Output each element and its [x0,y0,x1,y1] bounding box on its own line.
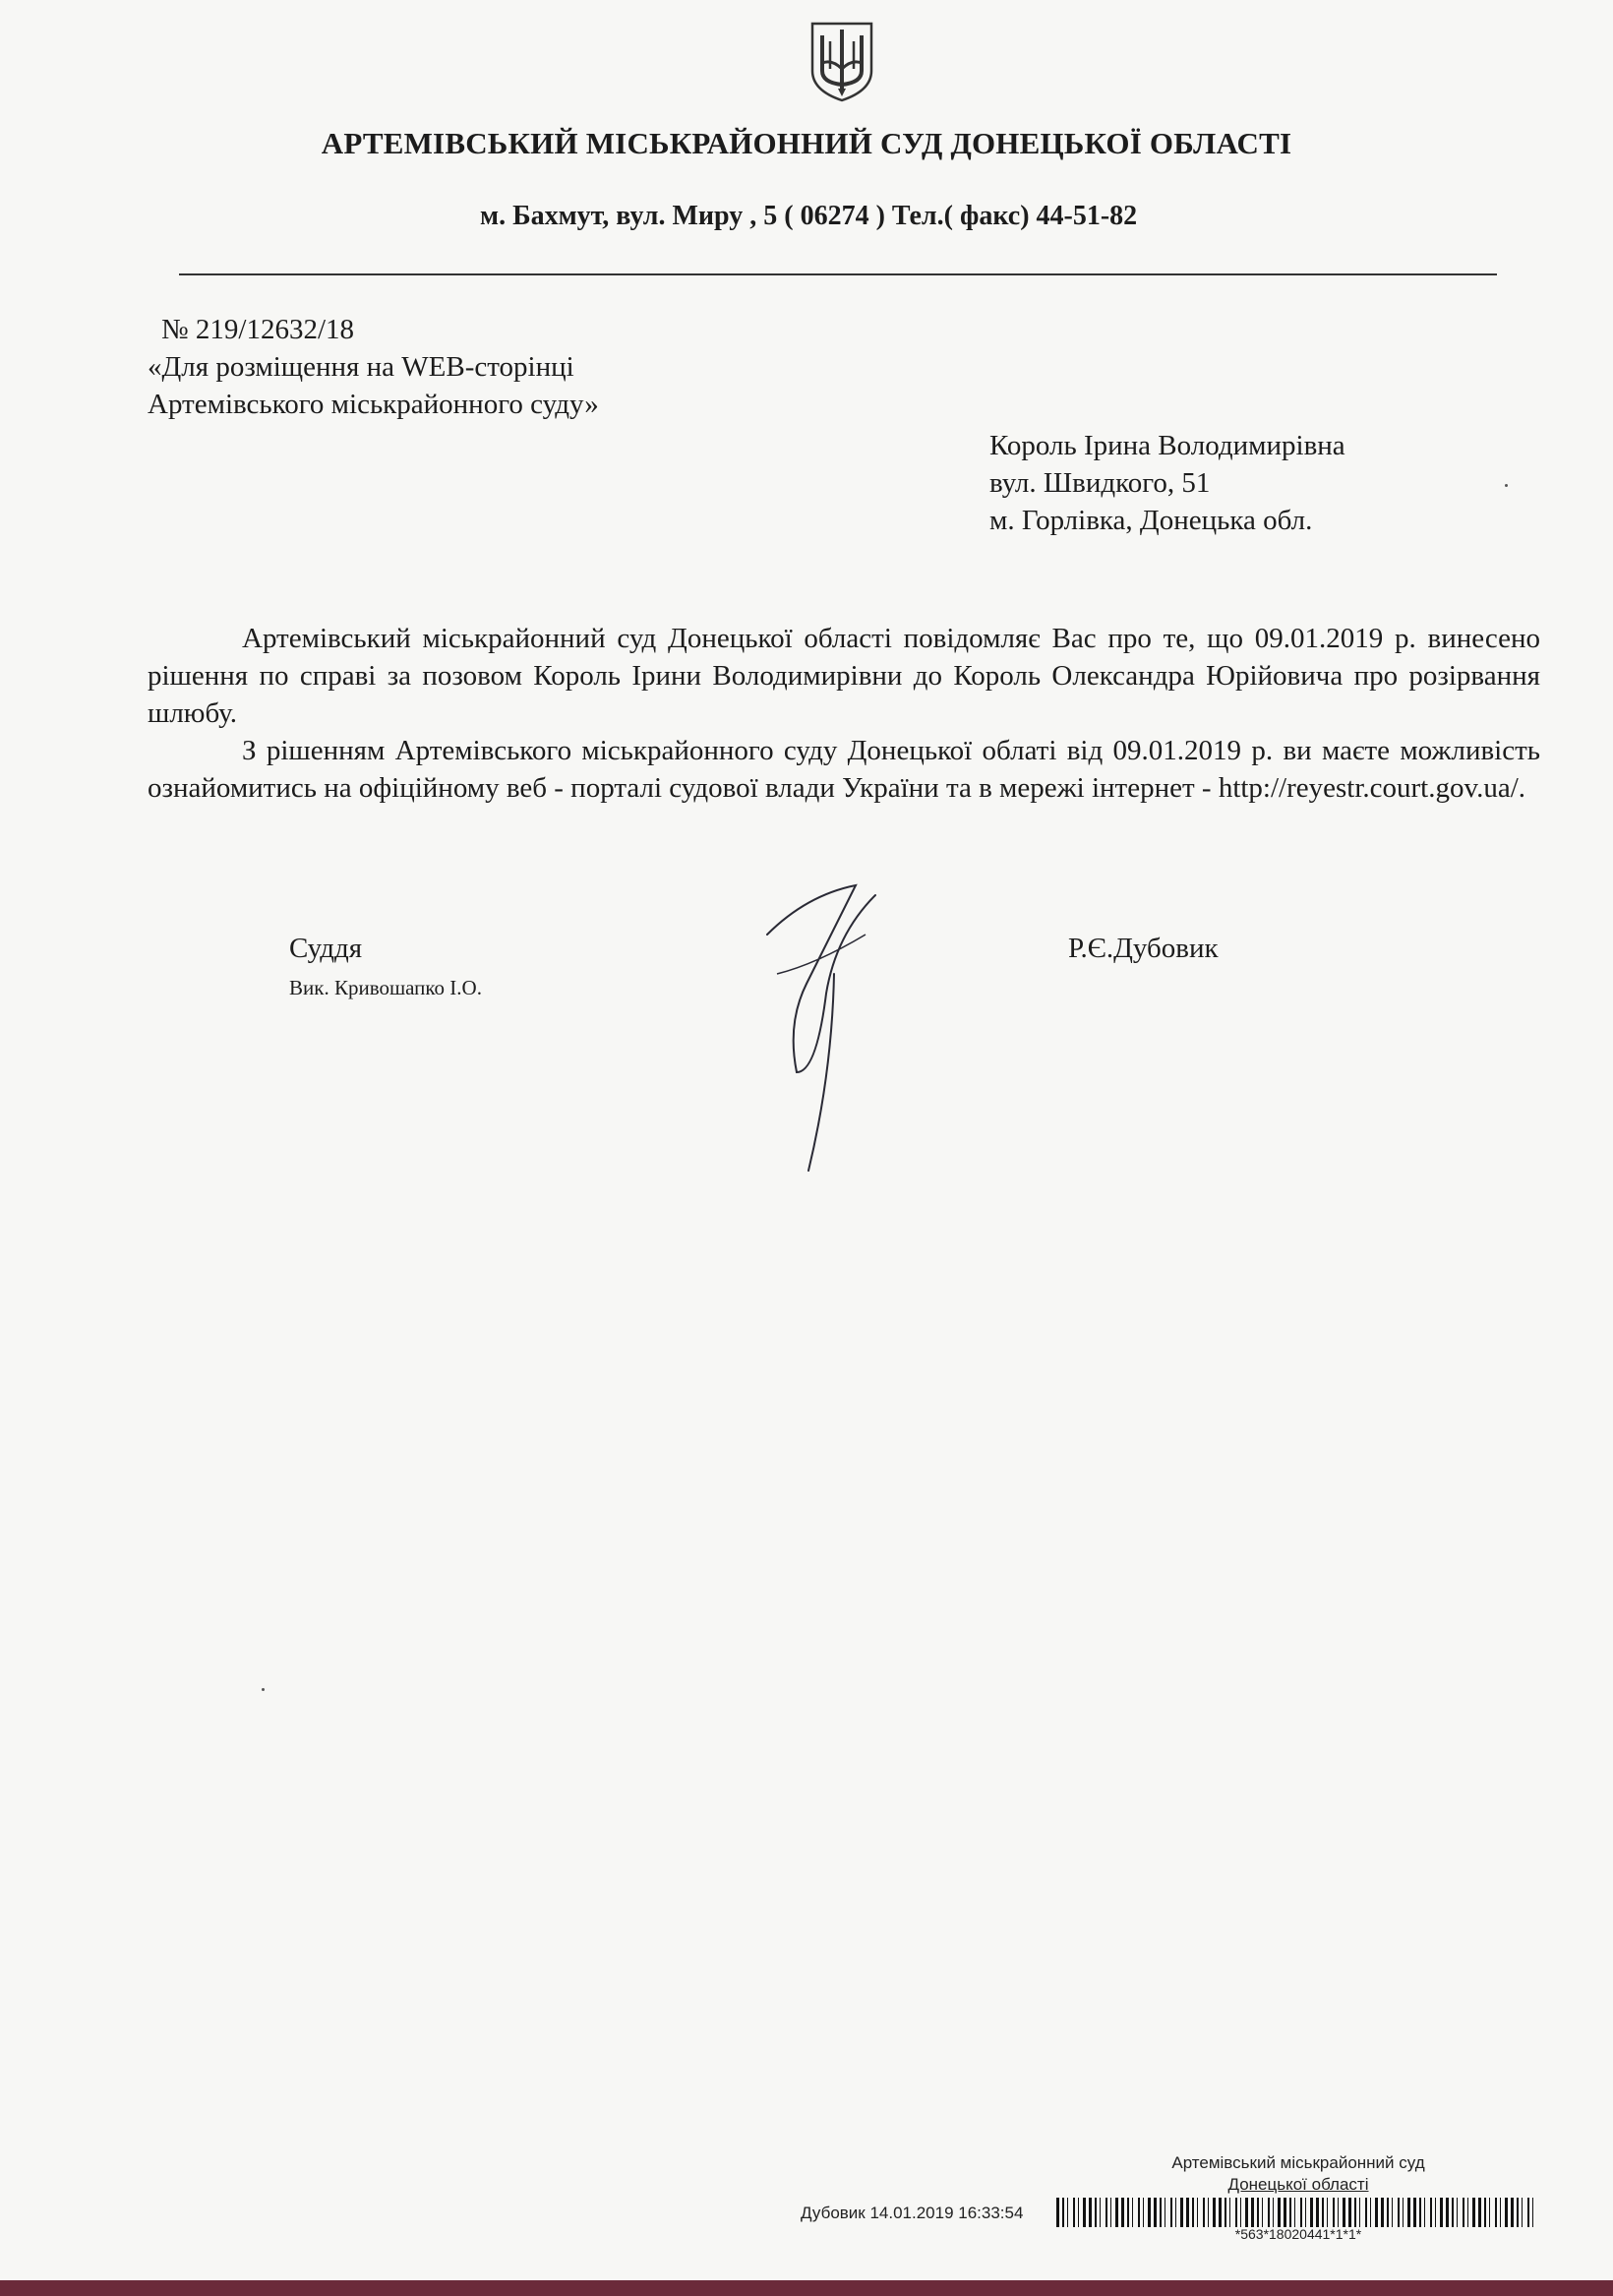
case-number: № 219/12632/18 [161,314,355,345]
barcode-bar [1440,2198,1443,2227]
judge-name: Р.Є.Дубовик [1068,933,1219,964]
barcode-bar [1348,2198,1351,2227]
barcode-bar [1294,2198,1295,2227]
scan-bottom-edge [0,2280,1613,2296]
barcode-bar [1073,2198,1075,2227]
barcode-bar [1132,2198,1133,2227]
handwritten-signature [747,876,895,1180]
barcode-bar [1322,2198,1324,2227]
registration-stamp-court [1082,2152,1515,2196]
barcode-bar [1398,2198,1400,2227]
barcode-bar [1127,2198,1129,2227]
barcode-bar [1284,2198,1286,2227]
barcode-bar [1229,2198,1230,2227]
scan-speck [262,1688,265,1691]
barcode-bar [1343,2198,1345,2227]
barcode-bar [1110,2198,1111,2227]
barcode-bar [1532,2198,1533,2227]
barcode-bar [1381,2198,1384,2227]
barcode-bar [1262,2198,1263,2227]
barcode-bar [1245,2198,1248,2227]
barcode-bar [1257,2198,1259,2227]
barcode-bar [1186,2198,1189,2227]
recipient-address [989,427,1345,539]
barcode-bar [1484,2198,1486,2227]
barcode-bar [1148,2198,1151,2227]
barcode-bar [1062,2198,1064,2227]
barcode-bar [1208,2198,1209,2227]
publication-note-line1: «Для розміщення на WEB-сторінці [148,351,574,383]
barcode-bar [1489,2198,1490,2227]
barcode-bar [1430,2198,1432,2227]
barcode-bar [1305,2198,1306,2227]
barcode-bar [1522,2198,1523,2227]
barcode-bar [1359,2198,1360,2227]
trident-coat-of-arms-icon [808,20,875,102]
barcode-bar [1505,2198,1508,2227]
letter-body [148,620,1540,807]
barcode-bar [1089,2198,1092,2227]
publication-note-line2: Артемівського міськрайонного суду» [148,389,599,420]
barcode-bar [1192,2198,1194,2227]
barcode-bar [1424,2198,1425,2227]
barcode-bar [1121,2198,1124,2227]
barcode-bar [1365,2198,1367,2227]
barcode-bar [1203,2198,1205,2227]
barcode-bar [1500,2198,1501,2227]
barcode-bar [1240,2198,1241,2227]
barcode-bar [1235,2198,1237,2227]
court-address: м. Бахмут, вул. Миру , 5 ( 06274 ) Тел.( факс) 44-51-82 [480,201,1138,231]
court-name-heading: АРТЕМІВСЬКИЙ МІСЬКРАЙОННИЙ СУД ДОНЕЦЬКОЇ ОБЛАСТІ [321,126,1292,160]
registration-barcode [1056,2198,1534,2227]
barcode-bar [1105,2198,1107,2227]
barcode-bar [1083,2198,1086,2227]
barcode-bar [1268,2198,1270,2227]
recipient-name: Король Ірина Володимирівна [989,430,1345,461]
recipient-street: вул. Швидкого, 51 [989,467,1211,499]
barcode-bar [1472,2198,1475,2227]
stamp-court-line2: Донецької області [1227,2175,1369,2194]
barcode-bar [1160,2198,1162,2227]
barcode-bar [1457,2198,1458,2227]
barcode-bar [1333,2198,1335,2227]
barcode-bar [1138,2198,1140,2227]
barcode-bar [1392,2198,1393,2227]
barcode-bar [1197,2198,1198,2227]
stamp-author-datetime: Дубовик 14.01.2019 16:33:54 [801,2204,1024,2222]
recipient-city: м. Горлівка, Донецька обл. [989,505,1313,536]
barcode-bar [1154,2198,1157,2227]
barcode-bar [1078,2198,1079,2227]
barcode-bar [1095,2198,1097,2227]
barcode-bar [1463,2198,1464,2227]
barcode-bar [1180,2198,1183,2227]
judge-role-label: Суддя [289,933,363,964]
barcode-bar [1213,2198,1216,2227]
barcode-bar [1225,2198,1226,2227]
barcode-bar [1327,2198,1328,2227]
barcode-bar [1316,2198,1319,2227]
barcode-bar [1175,2198,1176,2227]
barcode-bar [1478,2198,1481,2227]
barcode-bar [1251,2198,1254,2227]
barcode-bar [1517,2198,1519,2227]
scan-speck [1505,484,1508,487]
barcode-bar [1143,2198,1144,2227]
barcode-bar [1219,2198,1222,2227]
barcode-bar [1310,2198,1313,2227]
barcode-bar [1300,2198,1302,2227]
barcode-bar [1527,2198,1529,2227]
barcode-bar [1289,2198,1291,2227]
barcode-bar [1100,2198,1101,2227]
header-divider [179,273,1497,275]
reference-block [148,311,599,423]
barcode-bar [1495,2198,1497,2227]
body-paragraph-1: Артемівський міськрайонний суд Донецької області повідомляє Вас про те, що 09.01.2019 р. винесено рішення по справі за позовом Король Ірини Володимирівни до Король Олександра Юрійовича про розірвання шлюбу. [148,623,1540,729]
barcode-bar [1067,2198,1068,2227]
barcode-bar [1403,2198,1404,2227]
barcode-code-text: *563*18020441*1*1* [1234,2227,1362,2239]
barcode-bar [1452,2198,1454,2227]
barcode-bar [1056,2198,1059,2227]
barcode-bar [1387,2198,1389,2227]
stamp-court-line1: Артемівський міськрайонний суд [1171,2153,1425,2172]
barcode-bar [1467,2198,1468,2227]
barcode-bar [1354,2198,1356,2227]
body-paragraph-2: З рішенням Артемівського міськрайонного суду Донецької облаті від 09.01.2019 р. ви маєте можливість ознайомитись на офіційному веб - порталі судової влади України та в мережі інтернет - http://reyestr.court.gov.ua/. [148,735,1540,804]
barcode-bar [1278,2198,1281,2227]
barcode-bar [1511,2198,1514,2227]
barcode-bar [1407,2198,1410,2227]
barcode-bar [1419,2198,1421,2227]
barcode-bar [1338,2198,1339,2227]
barcode-bar [1273,2198,1274,2227]
barcode-bar [1446,2198,1449,2227]
barcode-bar [1375,2198,1378,2227]
barcode-bar [1115,2198,1118,2227]
barcode-bar [1170,2198,1172,2227]
substitute-judge: Вик. Кривошапко І.О. [289,976,482,999]
barcode-bar [1413,2198,1416,2227]
barcode-bar [1435,2198,1436,2227]
barcode-bar [1370,2198,1371,2227]
